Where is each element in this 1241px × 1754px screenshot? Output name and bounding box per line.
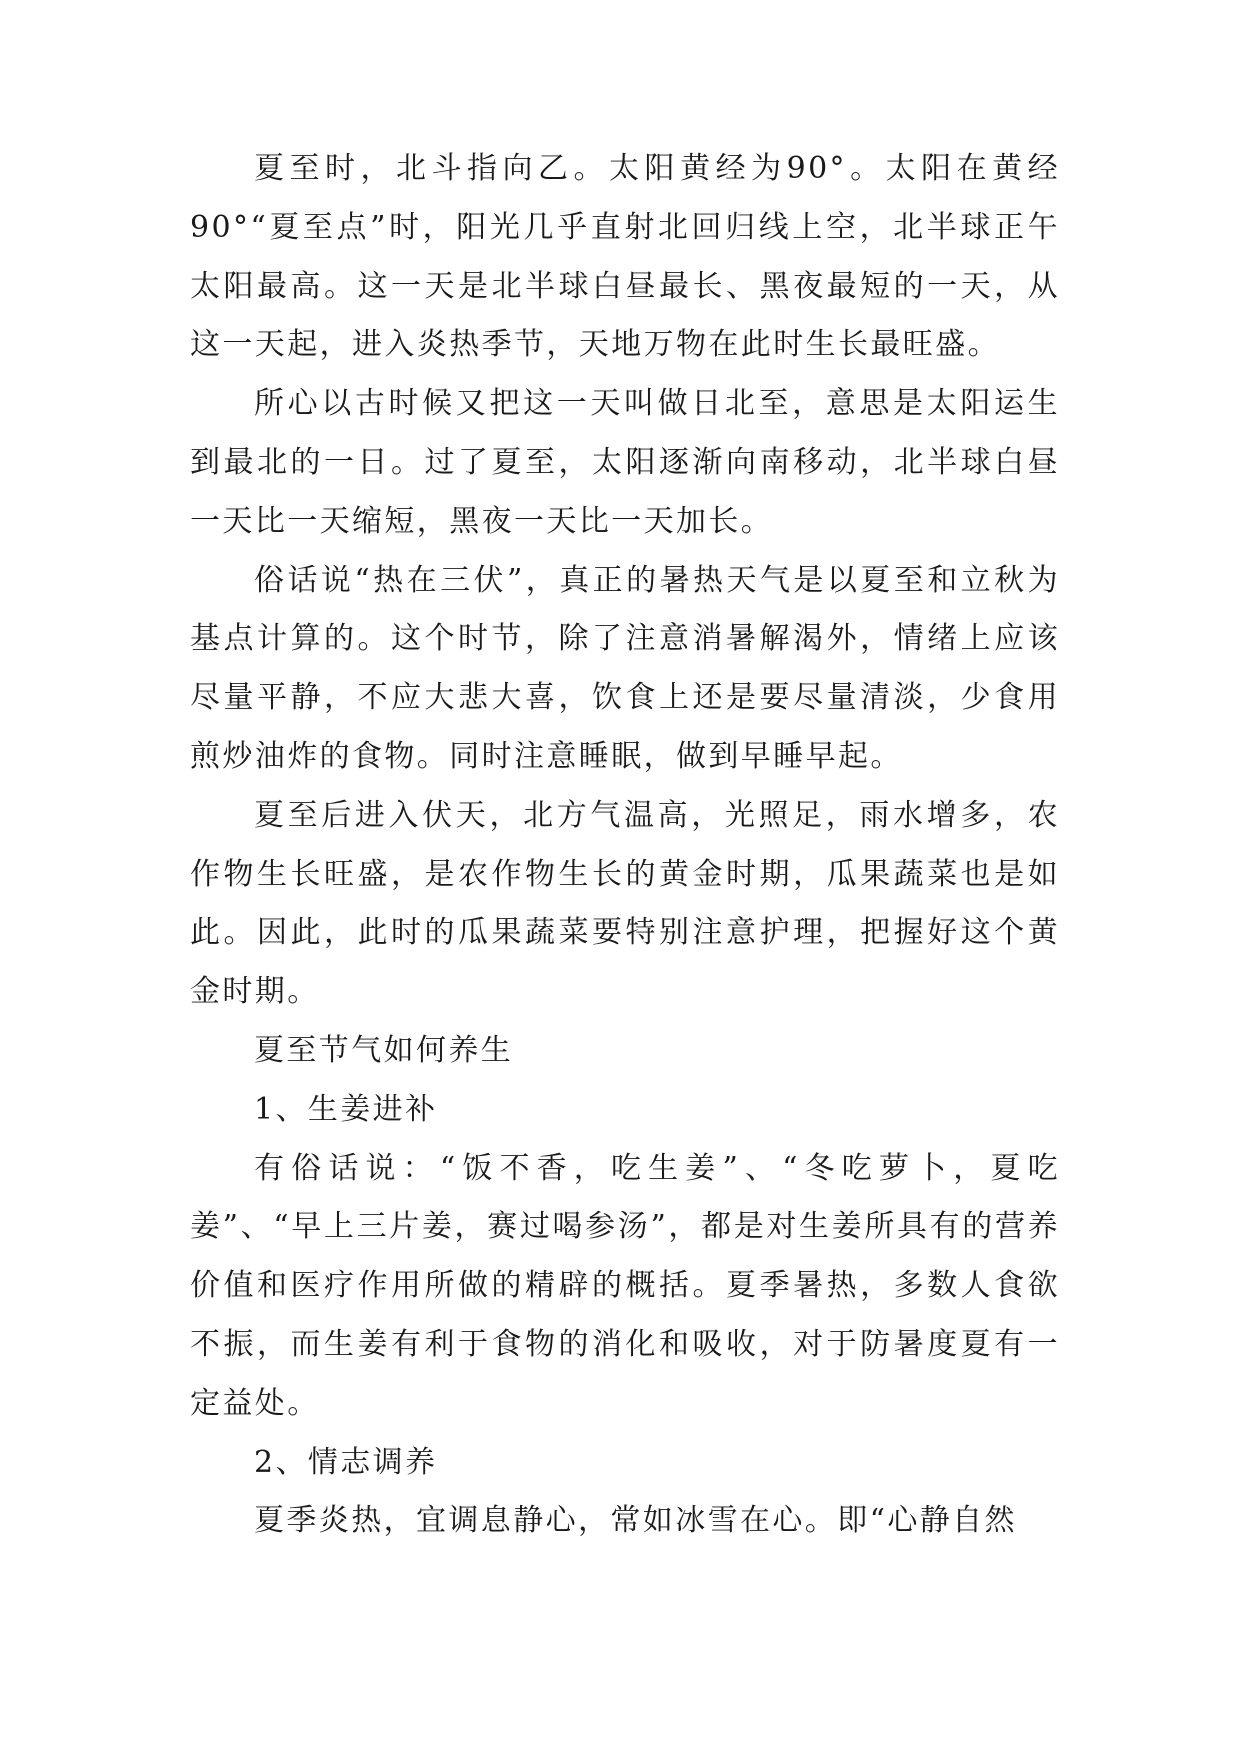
document-body <box>190 140 1060 1551</box>
paragraph-san-fu-heat: 俗话说“热在三伏”，真正的暑热天气是以夏至和立秋为基点计算的。这个时节，除了注意消暑解渴外，情绪上应该尽量平静，不应大悲大喜，饮食上还是要尽量清淡，少食用煎炒油炸的食物。同时注意睡眠，做到早睡早起。 <box>190 562 1060 774</box>
subheading-emotion: 2、情志调养 <box>254 1444 438 1480</box>
paragraph-ginger: 有俗话说：“饭不香，吃生姜”、“冬吃萝卜，夏吃姜”、“早上三片姜，赛过喝参汤”，都是对生姜所具有的营养价值和医疗作用所做的精辟的概括。夏季暑热，多数人食欲不振，而生姜有利于食物的消化和吸收，对于防暑度夏有一定益处。 <box>190 1150 1060 1421</box>
paragraph-emotion: 夏季炎热，宜调息静心，常如冰雪在心。即“心静自然 <box>254 1503 1017 1539</box>
paragraph-summer-solstice-sun: 夏至时，北斗指向乙。太阳黄经为90°。太阳在黄经90°“夏至点”时，阳光几乎直射北回归线上空，北半球正午太阳最高。这一天是北半球白昼最长、黑夜最短的一天，从这一天起，进入炎热季节，天地万物在此时生长最旺盛。 <box>190 151 1060 363</box>
section-heading-health: 夏至节气如何养生 <box>254 1032 514 1068</box>
paragraph-ri-bei-zhi: 所心以古时候又把这一天叫做日北至，意思是太阳运生到最北的一日。过了夏至，太阳逐渐向南移动，北半球白昼一天比一天缩短，黑夜一天比一天加长。 <box>190 386 1060 539</box>
paragraph-crops-growth: 夏至后进入伏天，北方气温高，光照足，雨水增多，农作物生长旺盛，是农作物生长的黄金时期，瓜果蔬菜也是如此。因此，此时的瓜果蔬菜要特别注意护理，把握好这个黄金时期。 <box>190 797 1060 1010</box>
subheading-ginger: 1、生姜进补 <box>254 1091 438 1127</box>
